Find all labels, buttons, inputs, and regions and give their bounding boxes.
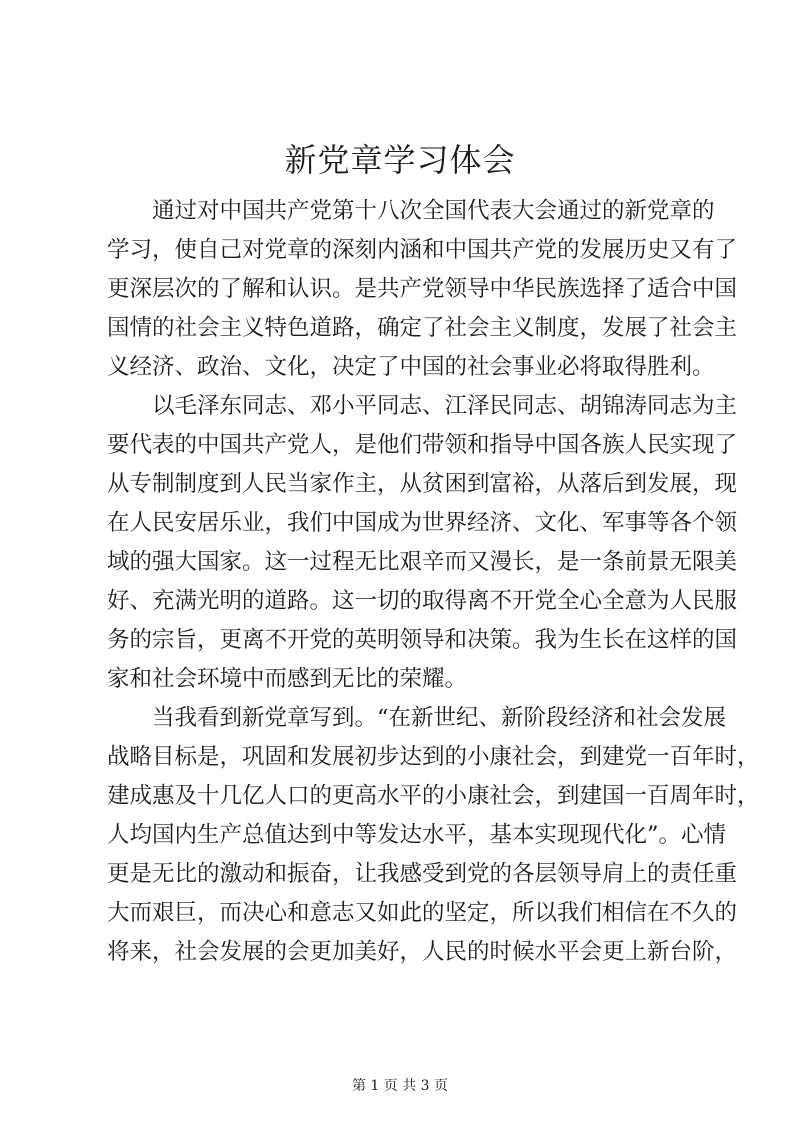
paragraph-line: 当我看到新党章写到。“在新世纪、新阶段经济和社会发展 — [152, 705, 727, 731]
paragraph-line: 要代表的中国共产党人，是他们带领和指导中国各族人民实现了 — [107, 432, 738, 458]
paragraph-line: 更深层次的了解和认识。是共产党领导中华民族选择了适合中国 — [107, 276, 738, 302]
page-footer: 第 1 页 共 3 页 — [351, 1078, 449, 1094]
paragraph-line: 国情的社会主义特色道路，确定了社会主义制度，发展了社会主 — [107, 315, 738, 341]
paragraph-line: 域的强大国家。这一过程无比艰辛而又漫长，是一条前景无限美 — [107, 549, 738, 575]
paragraph-line: 战略目标是，巩固和发展初步达到的小康社会，到建党一百年时， — [107, 744, 760, 770]
paragraph-line: 通过对中国共产党第十八次全国代表大会通过的新党章的 — [152, 198, 715, 224]
paragraph-line: 义经济、政治、文化，决定了中国的社会事业必将取得胜利。 — [107, 354, 715, 380]
paragraph-line: 务的宗旨，更离不开党的英明领导和决策。我为生长在这样的国 — [107, 627, 738, 653]
paragraph-line: 更是无比的激动和振奋，让我感受到党的各层领导肩上的责任重 — [107, 861, 738, 887]
paragraph-line: 建成惠及十几亿人口的更高水平的小康社会，到建国一百周年时， — [107, 783, 760, 809]
document-body — [107, 192, 760, 972]
paragraph-line: 学习，使自己对党章的深刻内涵和中国共产党的发展历史又有了 — [107, 237, 738, 263]
document-title: 新党章学习体会 — [284, 141, 516, 179]
paragraph-line: 将来，社会发展的会更加美好，人民的时候水平会更上新台阶， — [107, 939, 738, 965]
paragraph-line: 从专制制度到人民当家作主，从贫困到富裕，从落后到发展，现 — [107, 471, 738, 497]
paragraph-line: 好、充满光明的道路。这一切的取得离不开党全心全意为人民服 — [107, 588, 738, 614]
paragraph-line: 人均国内生产总值达到中等发达水平，基本实现现代化”。心情 — [107, 822, 727, 848]
paragraph-line: 以毛泽东同志、邓小平同志、江泽民同志、胡锦涛同志为主 — [152, 393, 738, 419]
paragraph-line: 在人民安居乐业，我们中国成为世界经济、文化、军事等各个领 — [107, 510, 738, 536]
paragraph-line: 家和社会环境中而感到无比的荣耀。 — [107, 666, 468, 692]
paragraph-line: 大而艰巨，而决心和意志又如此的坚定，所以我们相信在不久的 — [107, 900, 738, 926]
